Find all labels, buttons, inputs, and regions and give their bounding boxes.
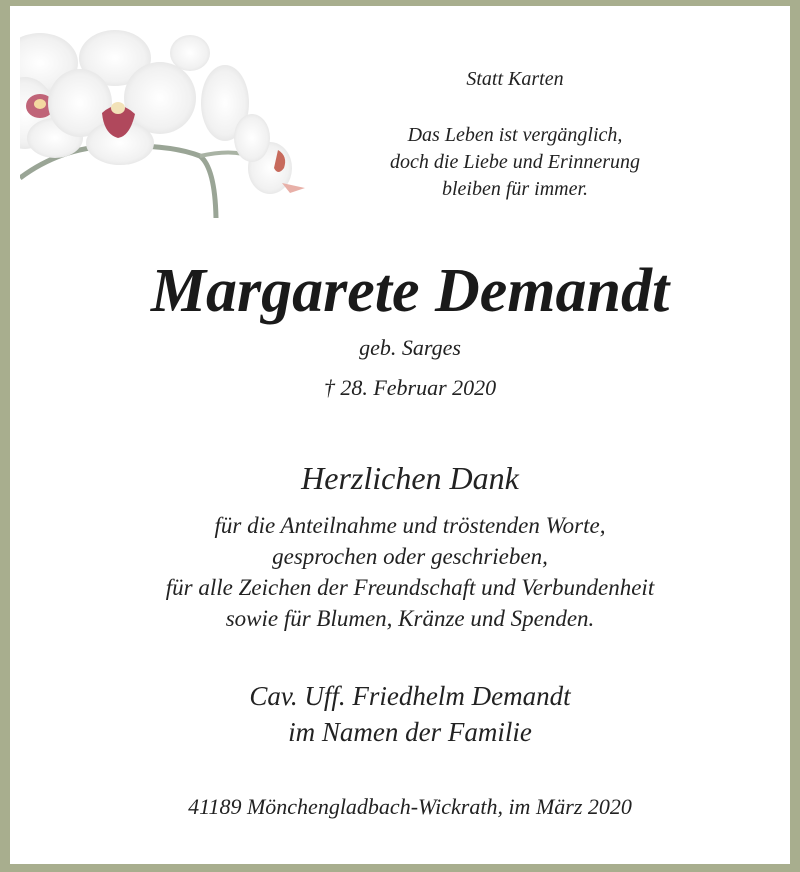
orchid-flower-icon: [20, 28, 320, 228]
quote-line: bleiben für immer.: [441, 178, 589, 200]
signature-line: Cav. Uff. Friedhelm Demandt: [249, 681, 571, 711]
thanks-line: für alle Zeichen der Freundschaft und Verbundenheit: [165, 575, 655, 600]
quote-line: Das Leben ist vergänglich,: [407, 124, 623, 146]
thanks-title: Herzlichen Dank: [301, 460, 519, 496]
birth-name: geb. Sarges: [359, 335, 461, 360]
statt-karten-text: Statt Karten: [466, 68, 564, 90]
signature-line: im Namen der Familie: [288, 717, 532, 747]
memorial-quote: [340, 122, 690, 203]
quote-line: doch die Liebe und Erinnerung: [390, 151, 640, 173]
place-and-date: 41189 Mönchengladbach-Wickrath, im März 2020: [188, 794, 632, 819]
thanks-text: [10, 510, 800, 634]
thanks-line: gesprochen oder geschrieben,: [272, 544, 548, 569]
thanks-line: sowie für Blumen, Kränze und Spenden.: [225, 606, 595, 631]
thanks-line: für die Anteilnahme und tröstenden Worte,: [214, 513, 606, 538]
signature: [10, 678, 800, 750]
death-date: † 28. Februar 2020: [323, 375, 497, 400]
deceased-name: Margarete Demandt: [150, 257, 670, 325]
